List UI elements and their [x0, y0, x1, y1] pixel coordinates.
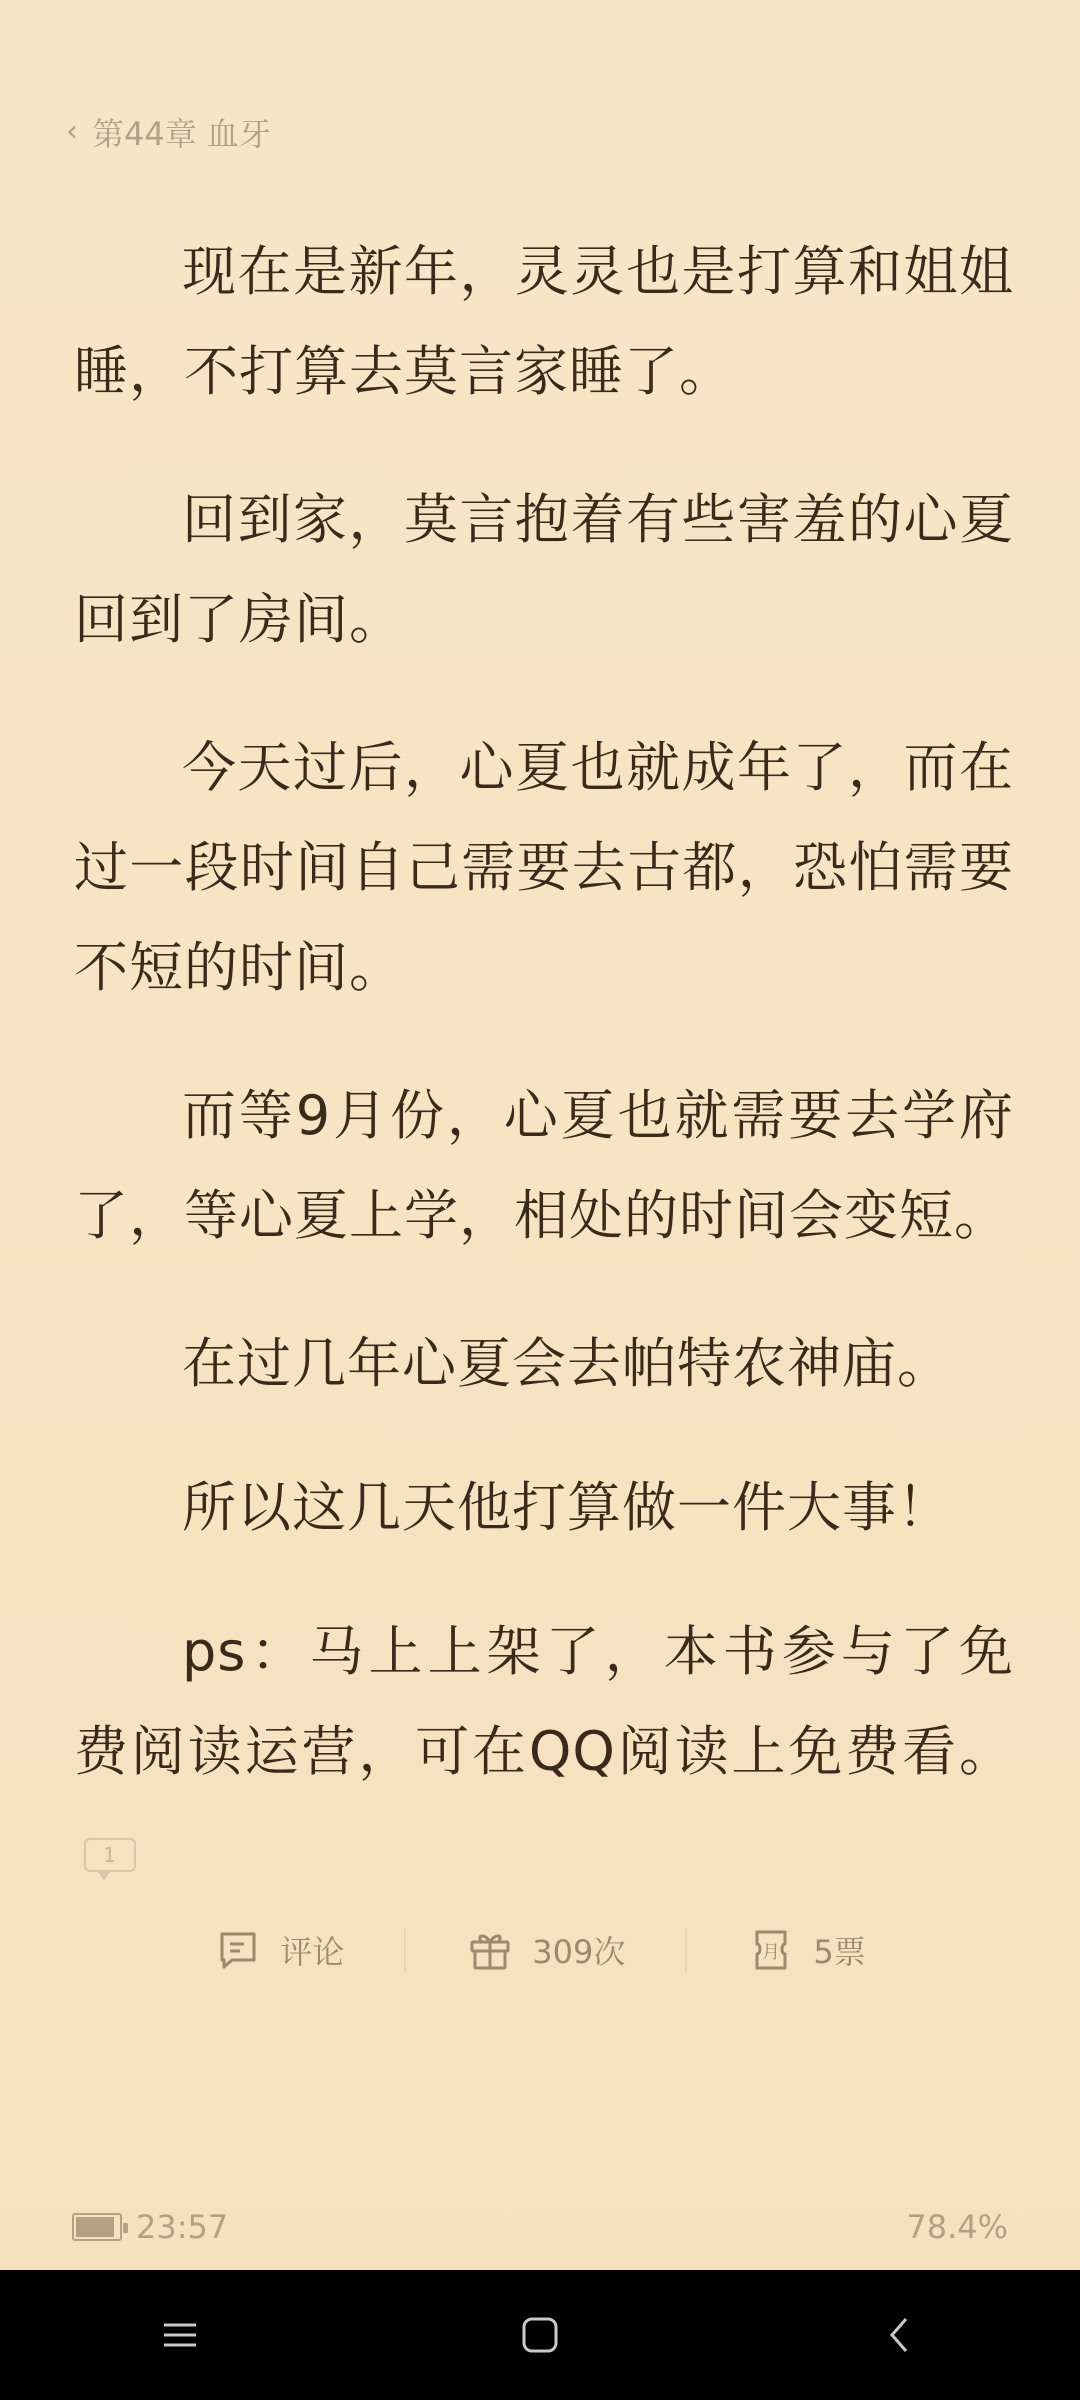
- chapter-title: 第44章 血牙: [92, 115, 271, 153]
- paragraph: 回到家，莫言抱着有些害羞的心夏回到了房间。: [74, 488, 1014, 651]
- reader-status-bar: [72, 2208, 1008, 2246]
- vote-count: 5票: [813, 1933, 866, 1971]
- chapter-content: [74, 222, 1014, 1950]
- paragraph-comment-badge[interactable]: 1: [84, 1838, 136, 1872]
- chapter-actions: [0, 1920, 1080, 1980]
- back-icon: [878, 2313, 922, 2357]
- system-navigation-bar: [0, 2270, 1080, 2400]
- comment-label: 评论: [280, 1933, 345, 1971]
- nav-menu-button[interactable]: [140, 2295, 220, 2375]
- paragraph-with-comment: [74, 1602, 1014, 1902]
- battery-fill: [76, 2217, 114, 2237]
- chapter-header[interactable]: [66, 112, 271, 152]
- menu-icon: [158, 2313, 202, 2357]
- comment-button[interactable]: [154, 1926, 404, 1974]
- monthly-ticket-icon: [747, 1926, 795, 1974]
- gift-count: 309次: [532, 1933, 626, 1971]
- paragraph-text: ps：马上上架了，本书参与了免费阅读运营，可在QQ阅读上免费看。: [74, 1620, 1014, 1783]
- gift-icon: [466, 1926, 514, 1974]
- gift-button[interactable]: [406, 1926, 685, 1974]
- paragraph: 今天过后，心夏也就成年了，而在过一段时间自己需要去古都，恐怕需要不短的时间。: [74, 736, 1014, 999]
- nav-back-button[interactable]: [860, 2295, 940, 2375]
- chevron-left-icon[interactable]: ‹: [66, 114, 78, 149]
- vote-button[interactable]: [687, 1926, 925, 1974]
- battery-icon: [72, 2213, 122, 2241]
- home-icon: [518, 2313, 562, 2357]
- paragraph: 所以这几天他打算做一件大事！: [182, 1476, 952, 1539]
- paragraph: 而等9月份，心夏也就需要去学府了，等心夏上学，相处的时间会变短。: [74, 1084, 1014, 1247]
- paragraph: 现在是新年，灵灵也是打算和姐姐睡，不打算去莫言家睡了。: [74, 240, 1014, 403]
- svg-text:月: 月: [762, 1942, 781, 1963]
- paragraph: 在过几年心夏会去帕特农神庙。: [182, 1332, 952, 1395]
- status-left: [72, 2208, 228, 2246]
- nav-home-button[interactable]: [500, 2295, 580, 2375]
- reading-progress: 78.4%: [906, 2208, 1008, 2246]
- comment-icon: [214, 1926, 262, 1974]
- status-time: 23:57: [136, 2208, 229, 2246]
